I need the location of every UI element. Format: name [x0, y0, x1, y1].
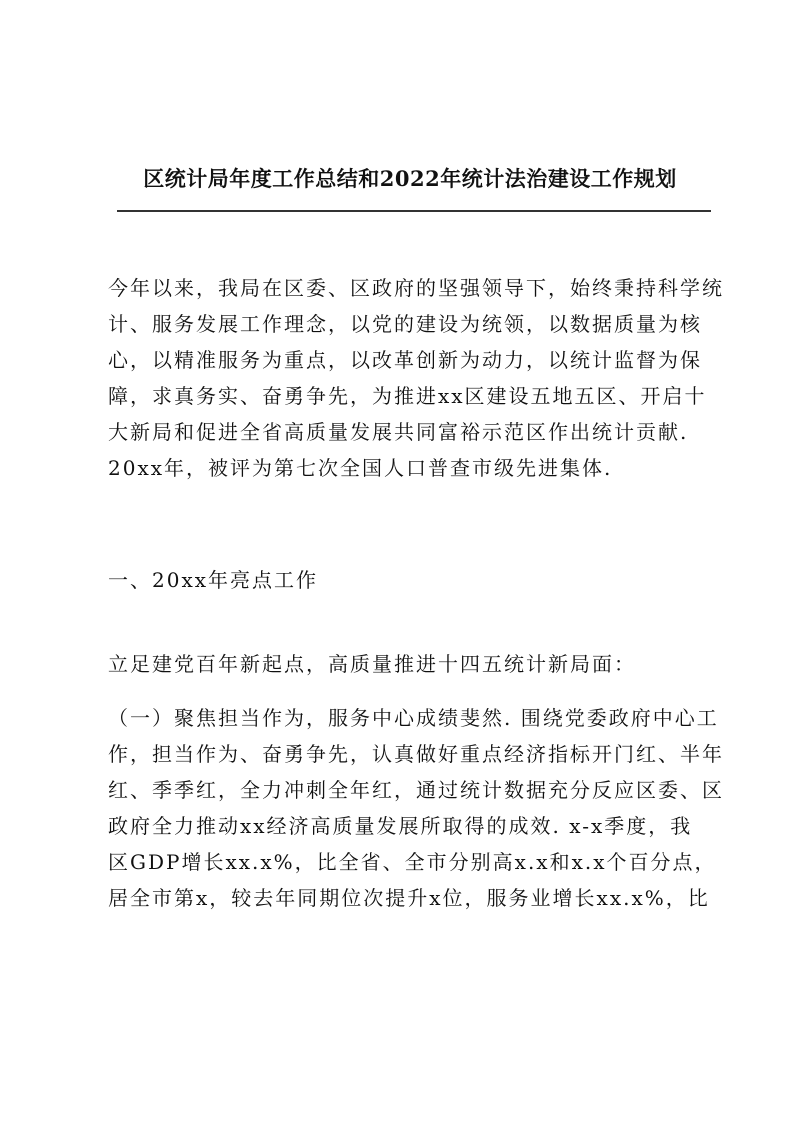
- title-divider: [117, 210, 711, 212]
- document-title: 区统计局年度工作总结和2022年统计法治建设工作规划: [143, 166, 677, 191]
- paragraph-line: （一）聚焦担当作为，服务中心成绩斐然. 围绕党委政府中心工: [108, 706, 719, 730]
- paragraph-line: 心，以精准服务为重点，以改革创新为动力，以统计监督为保: [108, 348, 702, 372]
- paragraph-line: 障，求真务实、奋勇争先，为推进xx区建设五地五区、开启十: [108, 384, 707, 408]
- paragraph-line: 区GDP增长xx.x%，比全省、全市分别高x.x和x.x个百分点，: [108, 850, 717, 874]
- section-heading-text: 一、20xx年亮点工作: [108, 568, 319, 592]
- paragraph-line: 计、服务发展工作理念，以党的建设为统领，以数据质量为核: [108, 312, 702, 336]
- paragraph-line: 大新局和促进全省高质量发展共同富裕示范区作出统计贡献.: [108, 420, 689, 444]
- paragraph-line: 红、季季红，全力冲刺全年红，通过统计数据充分反应区委、区: [108, 778, 724, 802]
- paragraph-section-one: [108, 700, 724, 916]
- paragraph-lead: [108, 646, 708, 682]
- paragraph-intro: [108, 270, 724, 486]
- paragraph-line: 作，担当作为、奋勇争先，认真做好重点经济指标开门红、半年: [108, 742, 724, 766]
- paragraph-line: 立足建党百年新起点，高质量推进十四五统计新局面：: [108, 652, 636, 676]
- section-heading: [108, 562, 708, 598]
- paragraph-line: 今年以来，我局在区委、区政府的坚强领导下，始终秉持科学统: [108, 276, 724, 300]
- paragraph-line: 政府全力推动xx经济高质量发展所取得的成效. x-x季度，我: [108, 814, 693, 838]
- paragraph-line: 20xx年，被评为第七次全国人口普查市级先进集体.: [108, 456, 613, 480]
- paragraph-line: 居全市第x，较去年同期位次提升x位，服务业增长xx.x%，比: [108, 886, 710, 910]
